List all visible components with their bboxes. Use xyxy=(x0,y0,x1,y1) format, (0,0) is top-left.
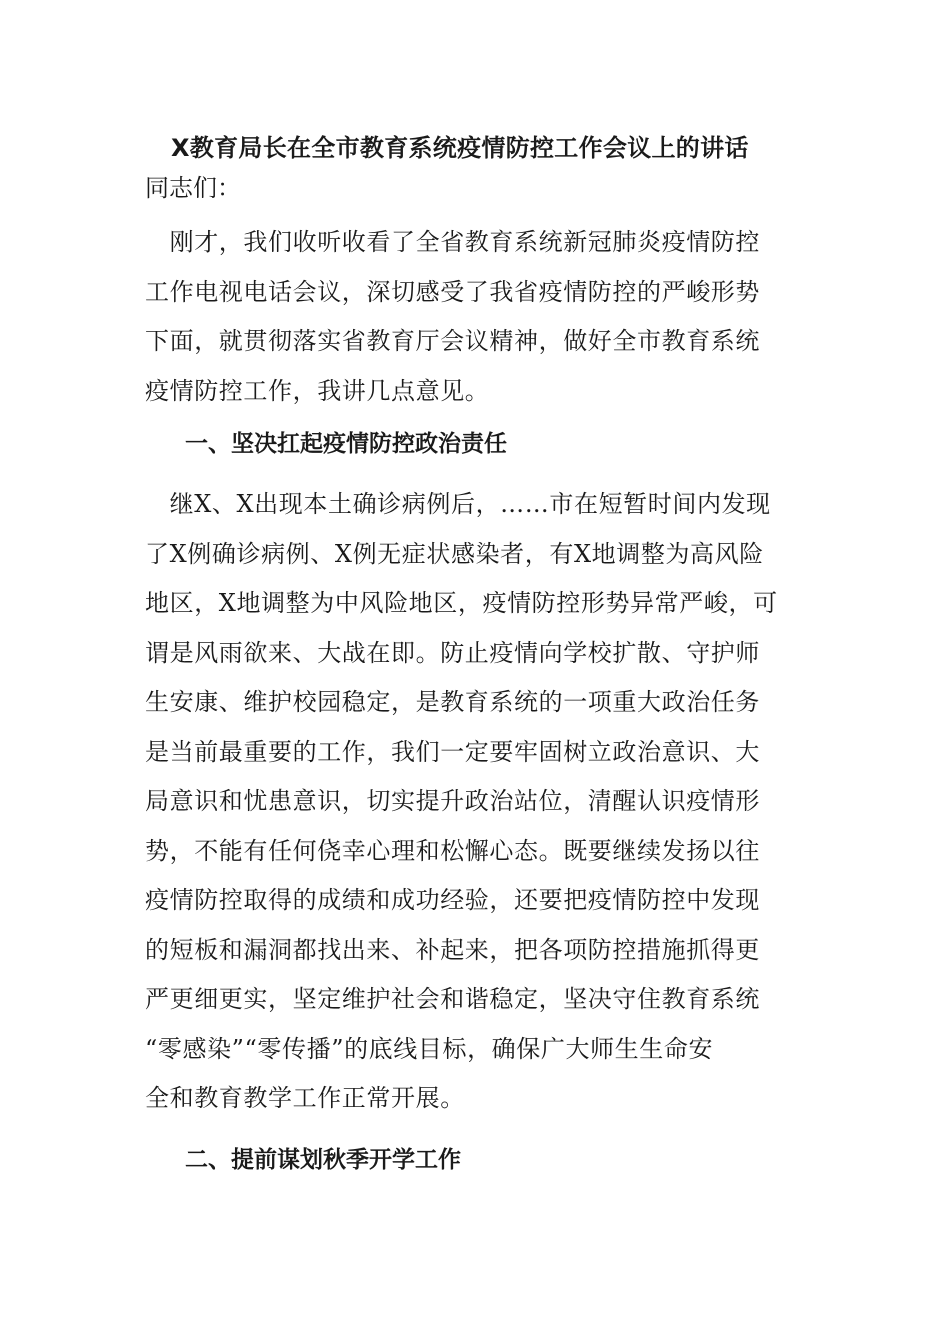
paragraph-line: 是当前最重要的工作，我们一定要牢固树立政治意识、大 xyxy=(145,737,760,766)
paragraph-line: 刚才，我们收听收看了全省教育系统新冠肺炎疫情防控 xyxy=(145,228,760,256)
paragraph-line: 生安康、维护校园稳定，是教育系统的一项重大政治任务 xyxy=(145,688,760,716)
paragraph-line: 疫情防控取得的成绩和成功经验，还要把疫情防控中发现 xyxy=(145,886,760,914)
paragraph-line: 了X例确诊病例、X例无症状感染者，有X地调整为高风险 xyxy=(145,539,764,568)
paragraph-line: 地区，X地调整为中风险地区，疫情防控形势异常严峻，可 xyxy=(145,589,778,617)
paragraph-line: 局意识和忧患意识，切实提升政治站位，清醒认识疫情形 xyxy=(145,787,760,815)
salutation: 同志们： xyxy=(145,174,241,202)
paragraph-line: 的短板和漏洞都找出来、补起来，把各项防控措施抓得更 xyxy=(145,935,760,964)
paragraph-line: 严更细更实，坚定维护社会和谐稳定，坚决守住教育系统 xyxy=(145,985,760,1013)
intro-paragraph xyxy=(145,218,805,416)
section-heading-1: 一、坚决扛起疫情防控政治责任 xyxy=(185,431,507,457)
document-page xyxy=(145,128,805,1180)
document-title: X教育局长在全市教育系统疫情防控工作会议上的讲话 xyxy=(171,134,749,162)
paragraph-line: 全和教育教学工作正常开展。 xyxy=(145,1084,465,1112)
paragraph-line: 继X、X出现本土确诊病例后，……市在短暂时间内发现 xyxy=(145,490,771,518)
section1-paragraph xyxy=(145,480,805,1124)
paragraph-line: 势，不能有任何侥幸心理和松懈心态。既要继续发扬以往 xyxy=(145,836,760,865)
paragraph-line: “零感染”“零传播”的底线目标，确保广大师生生命安 xyxy=(145,1034,714,1063)
paragraph-line: 谓是风雨欲来、大战在即。防止疫情向学校扩散、守护师 xyxy=(145,638,760,667)
paragraph-line: 下面，就贯彻落实省教育厅会议精神，做好全市教育系统 xyxy=(145,327,760,355)
section-heading-2: 二、提前谋划秋季开学工作 xyxy=(185,1146,461,1173)
paragraph-line: 疫情防控工作，我讲几点意见。 xyxy=(145,376,490,405)
paragraph-line: 工作电视电话会议，深切感受了我省疫情防控的严峻形势 xyxy=(145,277,760,306)
